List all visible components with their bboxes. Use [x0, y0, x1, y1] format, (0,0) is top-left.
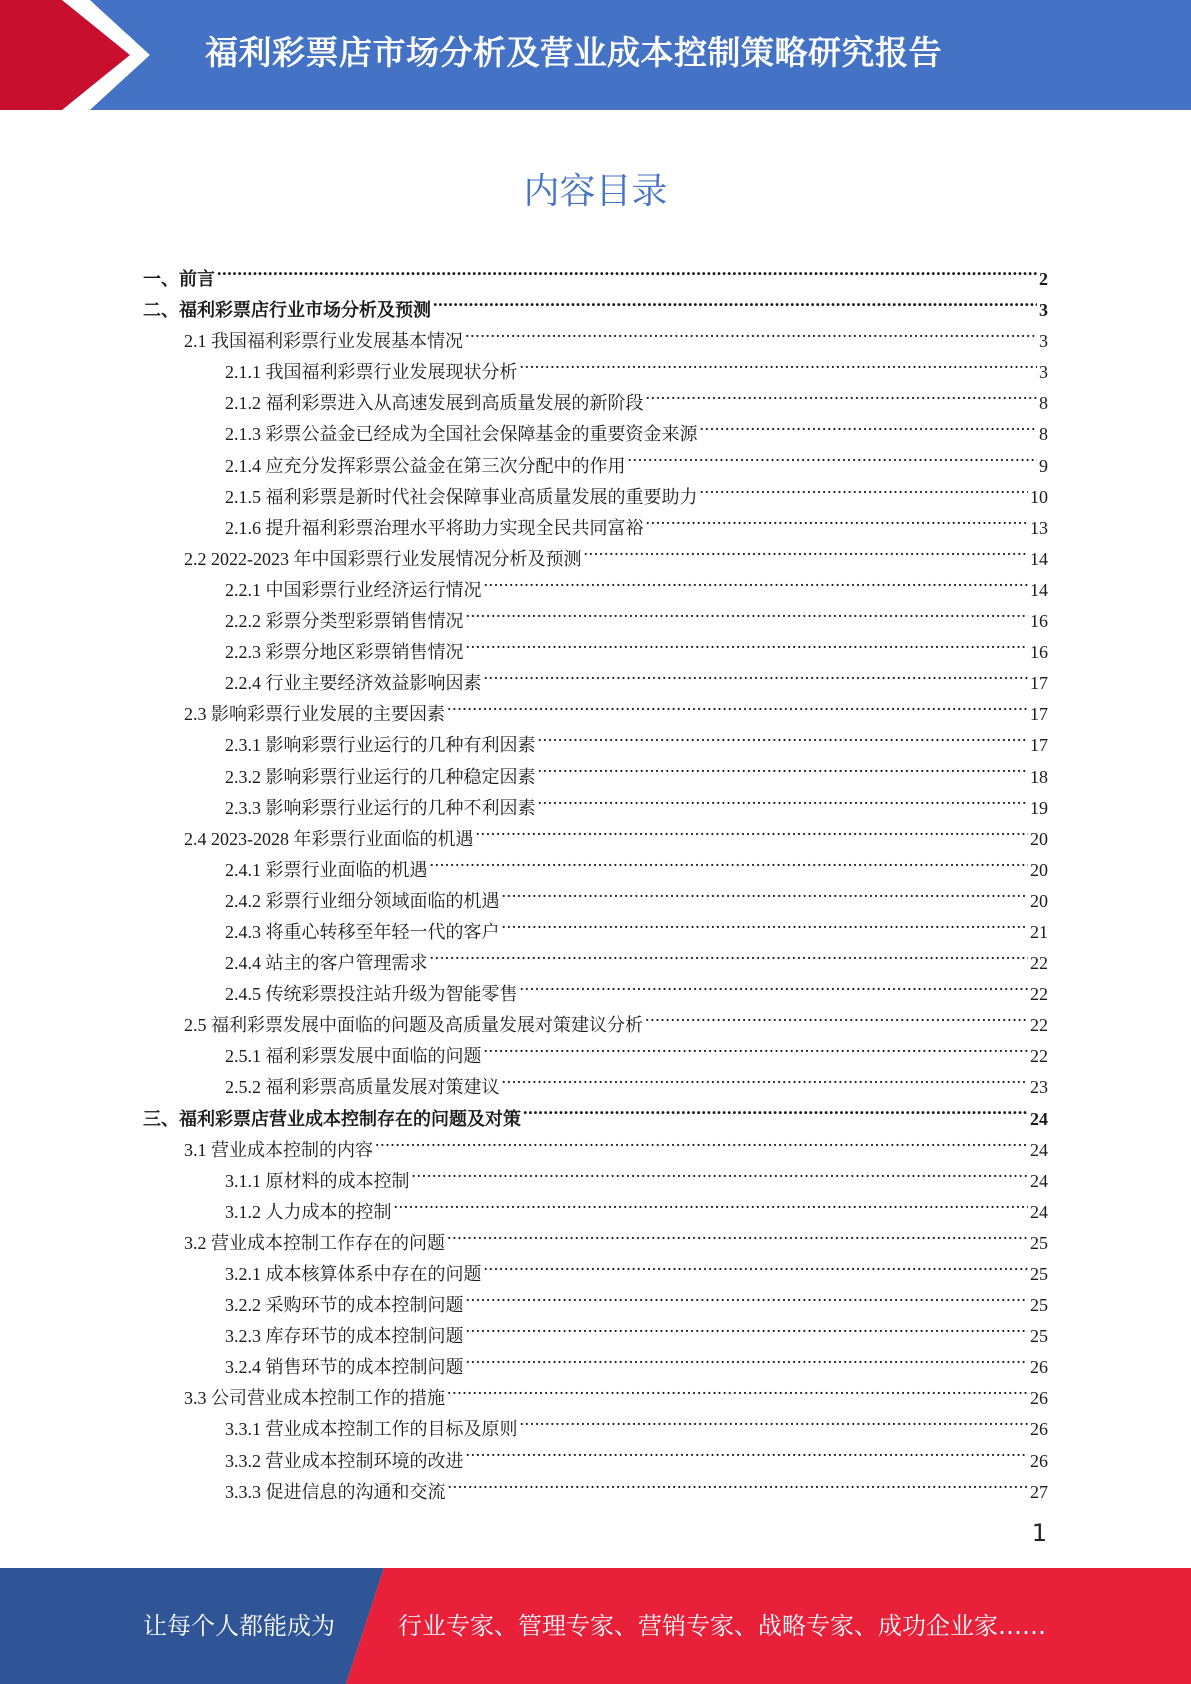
- toc-entry-page: 16: [1030, 611, 1048, 632]
- toc-dot-leader: [538, 752, 1029, 783]
- toc-entry-label: 2.5.2 福利彩票高质量发展对策建议: [225, 1077, 500, 1098]
- toc-entry-page: 8: [1039, 393, 1048, 414]
- toc-entry-label: 2.3 影响彩票行业发展的主要因素: [184, 704, 445, 725]
- toc-dot-leader: [520, 1404, 1029, 1435]
- toc-dot-leader: [217, 254, 1037, 285]
- toc-entry-label: 3.2 营业成本控制工作存在的问题: [184, 1232, 445, 1253]
- toc-entry-label: 2.1.4 应充分发挥彩票公益金在第三次分配中的作用: [225, 455, 626, 476]
- toc-entry-label: 3.3.1 营业成本控制工作的目标及原则: [225, 1419, 518, 1440]
- toc-entry-label: 三、福利彩票店营业成本控制存在的问题及对策: [143, 1108, 521, 1129]
- toc-entry-page: 26: [1030, 1450, 1048, 1471]
- toc-dot-leader: [484, 1031, 1029, 1062]
- toc-entry-page: 19: [1030, 797, 1048, 818]
- toc-entry-page: 25: [1030, 1264, 1048, 1284]
- toc-dot-leader: [375, 1125, 1028, 1156]
- toc-dot-leader: [700, 409, 1038, 440]
- toc-entry-label: 2.4.4 站主的客户管理需求: [225, 953, 428, 974]
- toc-entry-page: 3: [1039, 331, 1048, 352]
- toc-dot-leader: [484, 1249, 1029, 1280]
- toc-dot-leader: [466, 596, 1029, 627]
- toc-entry-page: 16: [1030, 642, 1048, 663]
- toc-entry-page: 10: [1030, 486, 1048, 507]
- toc-entry-page: 3: [1039, 362, 1048, 383]
- toc-dot-leader: [433, 285, 1037, 316]
- toc-entry-label: 2.2.4 行业主要经济效益影响因素: [225, 673, 482, 694]
- toc-dot-leader: [466, 1280, 1029, 1311]
- toc-entry-page: 17: [1030, 704, 1048, 725]
- toc-entry-page: 24: [1030, 1170, 1048, 1191]
- toc-entry-label: 3.3.3 促进信息的沟通和交流: [225, 1481, 446, 1502]
- toc-dot-leader: [646, 378, 1038, 409]
- toc-dot-leader: [538, 783, 1029, 814]
- toc-entry-label: 2.4 2023-2028 年彩票行业面临的机遇: [184, 828, 474, 849]
- toc-entry-label: 2.3.2 影响彩票行业运行的几种稳定因素: [225, 766, 536, 787]
- toc-entry-label: 3.1.1 原材料的成本控制: [225, 1170, 410, 1191]
- toc-dot-leader: [502, 907, 1029, 938]
- toc-dot-leader: [447, 1218, 1028, 1249]
- toc-dot-leader: [538, 720, 1029, 751]
- toc-dot-leader: [430, 845, 1029, 876]
- toc-entry-label: 3.2.3 库存环节的成本控制问题: [225, 1326, 464, 1347]
- toc-dot-leader: [466, 1311, 1029, 1342]
- report-title: 福利彩票店市场分析及营业成本控制策略研究报告: [205, 33, 942, 72]
- toc-dot-leader: [448, 1467, 1029, 1498]
- toc-entry-page: 2: [1039, 269, 1048, 289]
- toc-entry-page: 27: [1030, 1481, 1048, 1502]
- toc-entry-label: 2.1.5 福利彩票是新时代社会保障事业高质量发展的重要助力: [225, 486, 698, 507]
- toc-entry-label: 2.4.3 将重心转移至年轻一代的客户: [225, 921, 500, 942]
- toc-entry-page: 25: [1030, 1232, 1048, 1253]
- toc-entry-page: 17: [1030, 673, 1048, 694]
- toc-entry-page: 21: [1030, 921, 1048, 942]
- toc-dot-leader: [447, 689, 1028, 720]
- toc-entry-page: 22: [1030, 1015, 1048, 1036]
- toc-dot-leader: [466, 627, 1029, 658]
- toc-entry-page: 24: [1030, 1139, 1048, 1160]
- toc-dot-leader: [484, 658, 1029, 689]
- toc-entry-label: 2.3.1 影响彩票行业运行的几种有利因素: [225, 735, 536, 756]
- toc-dot-leader: [502, 1062, 1029, 1093]
- toc-entry-page: 14: [1030, 548, 1048, 569]
- toc-entry-page: 24: [1030, 1201, 1048, 1222]
- toc-entry-page: 20: [1030, 828, 1048, 849]
- toc-dot-leader: [520, 969, 1029, 1000]
- toc-heading: 内容目录: [523, 171, 668, 212]
- toc-entry-page: 26: [1030, 1388, 1048, 1409]
- toc-entry-label: 3.2.2 采购环节的成本控制问题: [225, 1295, 464, 1316]
- footer-slogan-left: 让每个人都能成为: [143, 1612, 335, 1640]
- toc-dot-leader: [502, 876, 1029, 907]
- toc-entry[interactable]: [143, 285, 1048, 321]
- toc-dot-leader: [466, 1436, 1029, 1467]
- toc-entry-label: 3.1 营业成本控制的内容: [184, 1139, 373, 1160]
- toc-entry-page: 25: [1030, 1326, 1048, 1347]
- toc-entry-label: 2.4.1 彩票行业面临的机遇: [225, 859, 428, 880]
- report-header-band: [0, 0, 1191, 110]
- toc-dot-leader: [465, 316, 1037, 347]
- toc-entry-page: 17: [1030, 735, 1048, 756]
- toc-entry-label: 2.5.1 福利彩票发展中面临的问题: [225, 1046, 482, 1067]
- toc-entry-page: 24: [1030, 1108, 1048, 1129]
- toc-entry-label: 二、福利彩票店行业市场分析及预测: [143, 300, 431, 321]
- toc-dot-leader: [628, 441, 1038, 472]
- toc-dot-leader: [520, 347, 1038, 378]
- toc-entry-label: 2.4.2 彩票行业细分领域面临的机遇: [225, 890, 500, 911]
- toc-entry-label: 一、前言: [143, 269, 215, 289]
- toc-entry-label: 2.2 2022-2023 年中国彩票行业发展情况分析及预测: [184, 548, 582, 569]
- toc-dot-leader: [412, 1156, 1029, 1187]
- toc-dot-leader: [700, 472, 1029, 503]
- toc-entry-page: 22: [1030, 953, 1048, 974]
- toc-entry-label: 2.4.5 传统彩票投注站升级为智能零售: [225, 984, 518, 1005]
- toc-dot-leader: [476, 814, 1029, 845]
- toc-dot-leader: [447, 1373, 1028, 1404]
- toc-entry-page: 23: [1030, 1077, 1048, 1098]
- toc-dot-leader: [430, 938, 1029, 969]
- toc-dot-leader: [646, 503, 1029, 534]
- toc-entry-label: 2.3.3 影响彩票行业运行的几种不利因素: [225, 797, 536, 818]
- toc-entry-label: 2.2.1 中国彩票行业经济运行情况: [225, 579, 482, 600]
- toc-dot-leader: [466, 1342, 1029, 1373]
- page-number: 1: [1031, 1519, 1047, 1547]
- toc-entry-label: 3.3 公司营业成本控制工作的措施: [184, 1388, 445, 1409]
- toc-entry-page: 8: [1039, 424, 1048, 445]
- report-footer-band: [0, 1568, 1191, 1684]
- toc-dot-leader: [645, 1000, 1028, 1031]
- toc-entry-page: 26: [1030, 1357, 1048, 1378]
- toc-entry-label: 2.1.3 彩票公益金已经成为全国社会保障基金的重要资金来源: [225, 424, 698, 445]
- toc-entry-page: 25: [1030, 1295, 1048, 1316]
- table-of-contents: [143, 254, 1048, 1502]
- toc-entry-page: 14: [1030, 579, 1048, 600]
- toc-entry-page: 13: [1030, 517, 1048, 538]
- toc-dot-leader: [523, 1094, 1028, 1125]
- toc-dot-leader: [484, 565, 1029, 596]
- toc-entry-page: 22: [1030, 984, 1048, 1005]
- toc-entry-page: 18: [1030, 766, 1048, 787]
- toc-entry-page: 20: [1030, 890, 1048, 911]
- toc-entry-page: 3: [1039, 300, 1048, 321]
- toc-entry-label: 2.2.2 彩票分类型彩票销售情况: [225, 611, 464, 632]
- toc-entry-label: 2.1.2 福利彩票进入从高速发展到高质量发展的新阶段: [225, 393, 644, 414]
- toc-entry-label: 3.3.2 营业成本控制环境的改进: [225, 1450, 464, 1471]
- toc-entry-label: 2.5 福利彩票发展中面临的问题及高质量发展对策建议分析: [184, 1015, 643, 1036]
- toc-entry-label: 2.1.6 提升福利彩票治理水平将助力实现全民共同富裕: [225, 517, 644, 538]
- toc-entry-label: 3.2.4 销售环节的成本控制问题: [225, 1357, 464, 1378]
- footer-slogan-right: 行业专家、管理专家、营销专家、战略专家、成功企业家……: [398, 1612, 1046, 1640]
- toc-entry-label: 3.2.1 成本核算体系中存在的问题: [225, 1264, 482, 1284]
- toc-dot-leader: [584, 534, 1029, 565]
- toc-entry-label: 2.1 我国福利彩票行业发展基本情况: [184, 331, 463, 352]
- toc-dot-leader: [394, 1187, 1029, 1218]
- toc-entry-page: 9: [1039, 455, 1048, 476]
- toc-entry[interactable]: [143, 254, 1048, 289]
- toc-entry-label: 2.1.1 我国福利彩票行业发展现状分析: [225, 362, 518, 383]
- toc-entry-label: 3.1.2 人力成本的控制: [225, 1201, 392, 1222]
- toc-entry-page: 20: [1030, 859, 1048, 880]
- toc-entry-page: 22: [1030, 1046, 1048, 1067]
- toc-entry-label: 2.2.3 彩票分地区彩票销售情况: [225, 642, 464, 663]
- toc-entry-page: 26: [1030, 1419, 1048, 1440]
